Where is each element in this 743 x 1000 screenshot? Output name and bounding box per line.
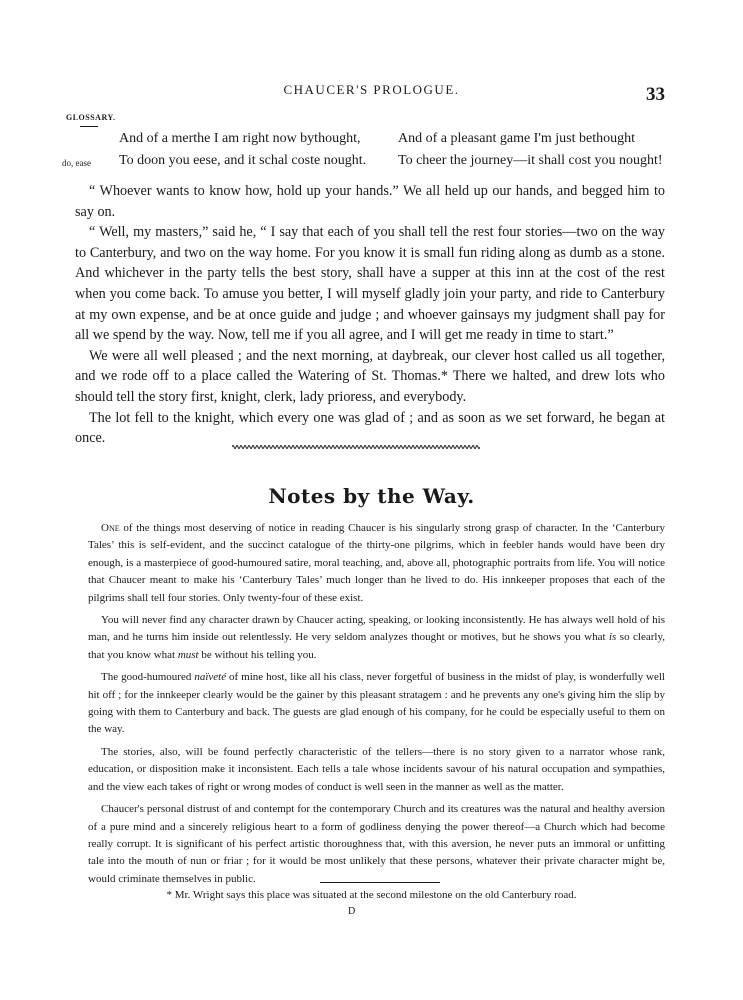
verse-modern: To cheer the journey—it shall cost you nought! [398, 153, 663, 168]
verse-original: And of a merthe I am right now bythought, [119, 131, 361, 146]
footnote-rule [320, 882, 440, 883]
page-number: 33 [646, 84, 665, 105]
notes-text: of the things most deserving of notice in reading Chaucer is his singularly strong grasp of character. In the ‘Canterbury Tales’ this is self-evident, and the succinct catalogue of the thirty-one pilgrims, which in feebler hands would have been dry enough, is a masterpiece of good-humoured satire, moral teaching, and, above all, photographic portraits from life. You will notice that Chaucer meant to make his ‘Canterbury Tales’ much longer than he lived to do. His innkeeper proposes that each of the pilgrims shall tell four stories. Only twenty-four of these exist. [88, 522, 665, 604]
glossary-label: GLOSSARY. [66, 113, 116, 122]
verse-modern: And of a pleasant game I'm just bethought [398, 131, 635, 146]
verse-row [0, 131, 743, 153]
notes-text: be without his telling you. [198, 648, 317, 661]
prose-paragraph: “ Whoever wants to know how, hold up your hands.” We all held up our hands, and begged him to say on. [75, 183, 665, 220]
emphasis-naivete: naïveté [194, 671, 227, 684]
notes-text: The good-humoured [101, 671, 195, 684]
glossary-rule [80, 126, 98, 127]
notes-paragraph: The stories, also, will be found perfectly characteristic of the tellers—there is no story given to a narrator whose rank, education, or disposition make it inconsistent. Each tells a tale whose incidents savour of his natural occupation and sympathies, and the view each takes of right or wrong modes of conduct is well seen in the manner as well as the matter. [88, 745, 665, 793]
prose-paragraph: “ Well, my masters,” said he, “ I say that each of you shall tell the rest four stories—two on the way to Canterbury, and two on the way home. For you know it is small fun riding along as dumb as a stone. And whichever in the party tells the best story, shall have a supper at this inn at the cost of the rest when you come back. To amuse you better, I will myself gladly join your party, and ride to Canterbury at my own expense, and be at once guide and judge ; and whoever gainsays my judgment shall pay for all we spend by the way. Now, tell me if you all agree, and I will get me ready in time to start.” [75, 224, 665, 344]
verse-row [0, 153, 743, 175]
first-word: One [101, 522, 120, 534]
emphasis-must: must [177, 648, 199, 661]
prose-paragraph: The lot fell to the knight, which every one was glad of ; and as soon as we set forward, he began at once. [75, 409, 665, 447]
notes-paragraph [88, 669, 665, 739]
emphasis-is: is [608, 631, 617, 644]
verse-block [0, 131, 743, 175]
notes-title: Notes by the Way. [268, 484, 475, 508]
verse-original: To doon you eese, and it schal coste nought. [119, 153, 367, 168]
prose-block [75, 181, 665, 449]
prose-paragraph: We were all well pleased ; and the next morning, at daybreak, our clever host called us all together, and we rode off to a place called the Watering of St. Thomas.* There we halted, and drew lots who should tell the story first, knight, clerk, lady prioress, and everybody. [75, 347, 665, 405]
notes-block [88, 520, 665, 893]
notes-paragraph [88, 612, 665, 664]
gloss-word: do, ease [62, 158, 91, 168]
notes-text: You will never find any character drawn by Chaucer acting, speaking, or looking inconsistently. He has always well hold of his man, and he turns him inside out relentlessly. He very seldom analyzes thought or motives, but he shows you what [88, 614, 665, 644]
notes-paragraph [88, 520, 665, 607]
running-title: CHAUCER'S PROLOGUE. [283, 82, 460, 97]
footnote: * Mr. Wright says this place was situated at the second milestone on the old Canterbury road. [166, 889, 577, 901]
wavy-divider [232, 442, 480, 452]
notes-text: of mine host, like all his class, never forgetful of business in the midst of play, is wonderfully well hit off ; for the innkeeper clearly would be the gainer by this pleasant stratagem : and he prevents any one's giving him the slip by going with them to Canterbury and back. The guests are glad enough of his company, for he could be especially useful to them on the way. [88, 671, 665, 736]
notes-paragraph: Chaucer's personal distrust of and contempt for the contemporary Church and its creatures was the natural and healthy aversion of a pure mind and a sincerely religious heart to a form of godliness denying the power thereof—a Church which had become really corrupt. It is significant of his perfect artistic thoroughness that, with this aversion, he never puts an immoral or unfitting tale into the mouth of nun or friar ; for it would be most unlikely that these persons, whatever their private character might be, would criminate themselves in public. [88, 803, 665, 885]
notes-text: so clearly, that you know what [88, 631, 665, 661]
signature-mark: D [348, 906, 356, 917]
